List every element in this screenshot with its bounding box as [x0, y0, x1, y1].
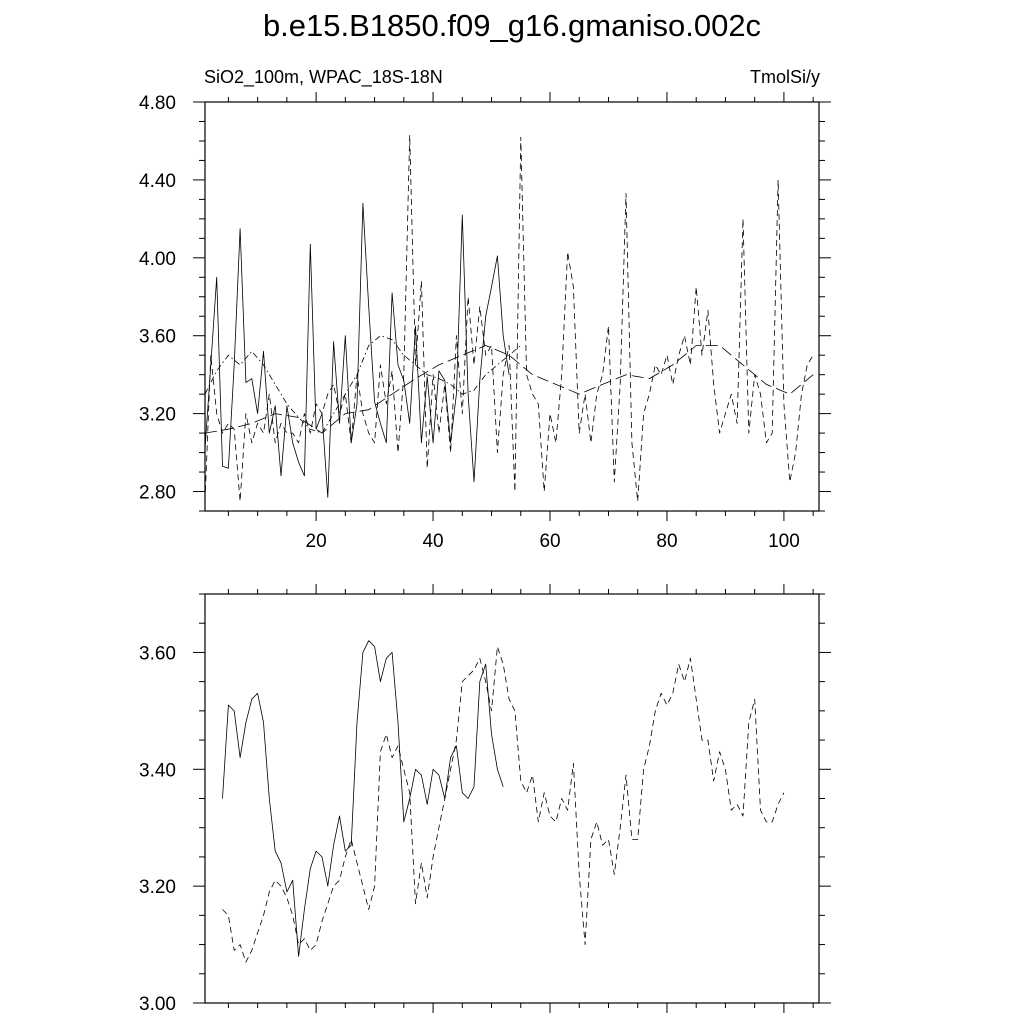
variable-region-label: SiO2_100m, WPAC_18S-18N [204, 67, 443, 87]
series-line-1 [223, 647, 784, 963]
y-tick-label: 3.00 [139, 994, 176, 1015]
x-tick-label: 100 [768, 531, 800, 552]
y-tick-label: 3.60 [139, 326, 176, 348]
y-tick-label: 4.40 [139, 170, 176, 192]
y-tick-label: 4.80 [139, 93, 176, 114]
lower-panel-ticks [139, 584, 831, 1015]
series-line-0 [223, 641, 504, 957]
y-tick-label: 3.20 [139, 404, 176, 426]
y-tick-label: 3.20 [139, 877, 176, 899]
y-tick-label: 2.80 [139, 482, 176, 504]
series-line-3 [205, 346, 813, 434]
units-label: TmolSi/y [749, 67, 820, 87]
chart-title: b.e15.B1850.f09_g16.gmaniso.002c [262, 8, 762, 43]
lower-panel-series [223, 641, 784, 962]
y-tick-label: 3.40 [139, 760, 176, 782]
x-tick-label: 40 [422, 531, 444, 552]
upper-panel [139, 92, 831, 552]
x-tick-label: 20 [305, 531, 327, 552]
upper-plot-frame [205, 102, 819, 511]
x-tick-label: 80 [656, 531, 678, 552]
y-tick-label: 4.00 [139, 248, 176, 270]
series-line-0 [205, 203, 509, 497]
y-tick-label: 3.60 [139, 643, 176, 665]
lower-panel [139, 584, 831, 1015]
series-line-1 [205, 135, 813, 501]
x-tick-label: 60 [539, 531, 561, 552]
upper-panel-series [205, 135, 813, 501]
